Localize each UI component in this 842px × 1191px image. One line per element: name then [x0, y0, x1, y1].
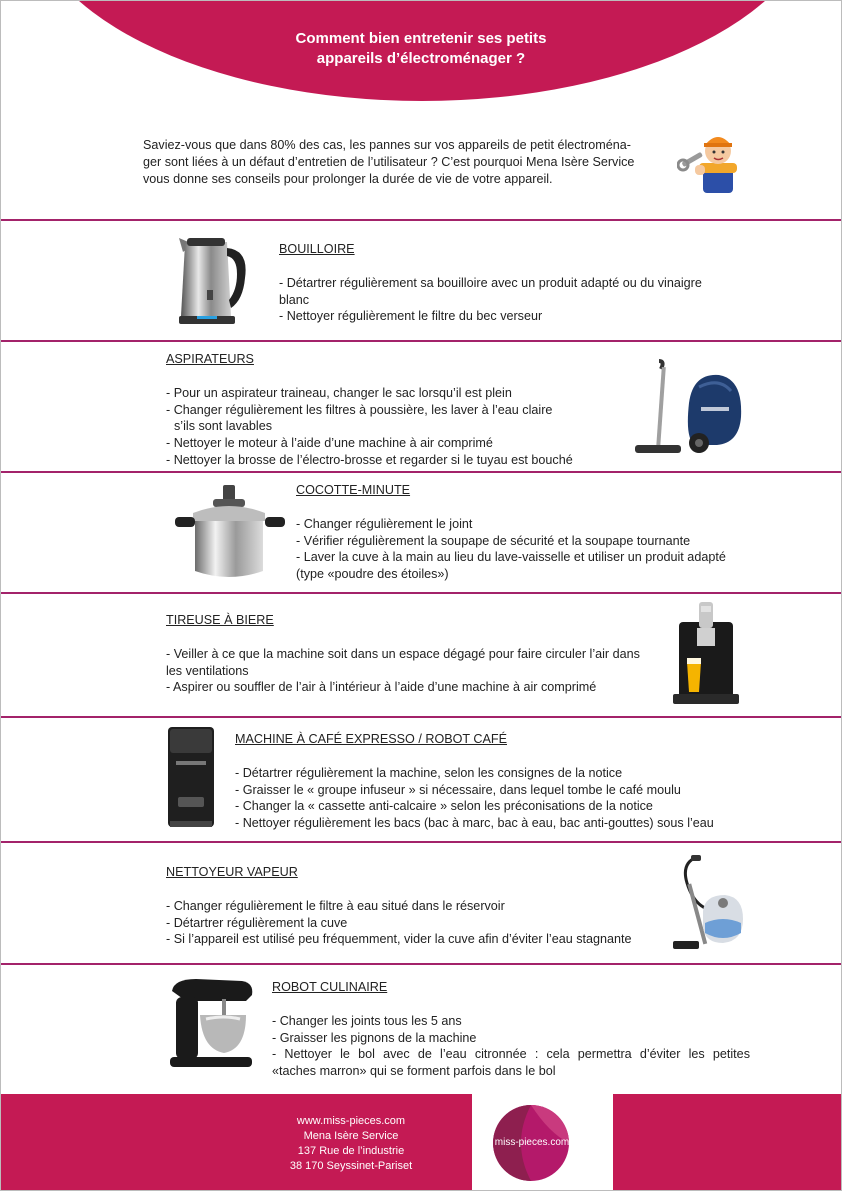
section-line: - Détartrer régulièrement la cuve [166, 915, 348, 930]
intro-line: Saviez-vous que dans 80% des cas, les pannes sur vos appareils de petit électroména- [143, 138, 631, 152]
section-line: - Nettoyer le moteur à l’aide d’une machine à air comprimé [166, 436, 493, 451]
section-line: - Nettoyer régulièrement le filtre du bec verseur [279, 309, 543, 324]
section-robot [272, 979, 750, 1080]
section-divider [1, 219, 842, 221]
section-divider [1, 340, 842, 342]
section-aspirateurs [166, 351, 636, 469]
section-line: - Changer les joints tous les 5 ans [272, 1013, 462, 1028]
section-line: - Laver la cuve à la main au lieu du lave-vaisselle et utiliser un produit adapté [296, 550, 726, 565]
section-title: ROBOT CULINAIRE [272, 980, 388, 994]
section-line: - Changer régulièrement les filtres à poussière, les laver à l’eau claire [166, 402, 553, 417]
footer-website[interactable]: www.miss-pieces.com [296, 1115, 406, 1127]
section-bouilloire [279, 241, 749, 325]
section-title: ASPIRATEURS [166, 352, 254, 366]
section-line: s’ils sont lavables [174, 419, 272, 434]
section-cafe [235, 731, 750, 832]
section-line: les ventilations [166, 663, 249, 678]
footer-right-band [613, 1094, 842, 1191]
section-divider [1, 592, 842, 594]
section-line: - Aspirer ou souffler de l’air à l’intérieur à l’aide d’une machine à air comprimé [166, 680, 597, 695]
section-title: NETTOYEUR VAPEUR [166, 865, 298, 879]
section-line: - Nettoyer régulièrement les bacs (bac à marc, bac à eau, bac anti-gouttes) sous l’eau [235, 816, 714, 831]
page-title [201, 29, 641, 69]
section-line: - Vérifier régulièrement la soupape de sécurité et la soupape tournante [296, 533, 691, 548]
section-divider [1, 963, 842, 965]
section-line: (type «poudre des étoiles») [296, 567, 449, 582]
footer-contact [231, 1114, 471, 1174]
pressure-cooker-icon [173, 483, 287, 583]
section-line: «taches marron» qui se forment parfois dans le bol [272, 1064, 556, 1079]
section-line: - Pour un aspirateur traineau, changer le sac lorsqu’il est plein [166, 385, 512, 400]
espresso-machine-icon [166, 725, 216, 831]
intro-paragraph [143, 137, 665, 188]
section-title: COCOTTE-MINUTE [296, 483, 411, 497]
section-line: - Détartrer régulièrement la machine, selon les consignes de la notice [235, 765, 623, 780]
section-title: MACHINE À CAFÉ EXPRESSO / ROBOT CAFÉ [235, 732, 507, 746]
vacuum-cleaner-icon [633, 359, 745, 463]
beer-tap-icon [671, 602, 741, 706]
stand-mixer-icon [166, 975, 256, 1071]
section-title: BOUILLOIRE [279, 242, 355, 256]
section-line: - Si l’appareil est utilisé peu fréquemment, vider la cuve afin d’éviter l’eau stagnante [166, 932, 632, 947]
intro-line: vous donne ses conseils pour prolonger la durée de vie de votre appareil. [143, 172, 553, 186]
section-line: - Changer régulièrement le filtre à eau situé dans le réservoir [166, 898, 505, 913]
section-line: blanc [279, 292, 310, 307]
section-divider [1, 716, 842, 718]
section-line: - Détartrer régulièrement sa bouilloire avec un produit adapté ou du vinaigre [279, 275, 702, 290]
footer-city: 38 170 Seyssinet-Pariset [289, 1160, 413, 1172]
section-title: TIREUSE À BIERE [166, 613, 274, 627]
section-line: - Changer régulièrement le joint [296, 516, 473, 531]
section-line: - Changer la « cassette anti-calcaire » selon les préconisations de la notice [235, 799, 653, 814]
footer-company: Mena Isère Service [303, 1130, 399, 1142]
page-title-line1: Comment bien entretenir ses petits [295, 30, 547, 47]
section-divider [1, 841, 842, 843]
section-line: - Nettoyer la brosse de l’électro-brosse et regarder si le tuyau est bouché [166, 452, 573, 467]
page-title-line2: appareils d’électroménager ? [316, 50, 526, 67]
section-line: - Graisser les pignons de la machine [272, 1030, 477, 1045]
section-cocotte [296, 482, 751, 583]
logo-text: miss-pieces.com [494, 1137, 570, 1148]
intro-line: ger sont liées à un défaut d’entretien de l’utilisateur ? C’est pourquoi Mena Isère Service [143, 155, 635, 169]
section-tireuse [166, 612, 671, 696]
section-vapeur [166, 864, 676, 948]
section-line: - Nettoyer le bol avec de l’eau citronnée : cela permettra d’éviter les petites [272, 1047, 750, 1062]
kettle-icon [171, 230, 251, 326]
section-line: - Veiller à ce que la machine soit dans un espace dégagé pour faire circuler l’air dans [166, 646, 640, 661]
repairman-icon [677, 127, 749, 195]
steam-cleaner-icon [673, 853, 745, 953]
footer-street: 137 Rue de l’industrie [297, 1145, 405, 1157]
section-divider [1, 471, 842, 473]
section-line: - Graisser le « groupe infuseur » si nécessaire, dans lequel tombe le café moulu [235, 782, 681, 797]
